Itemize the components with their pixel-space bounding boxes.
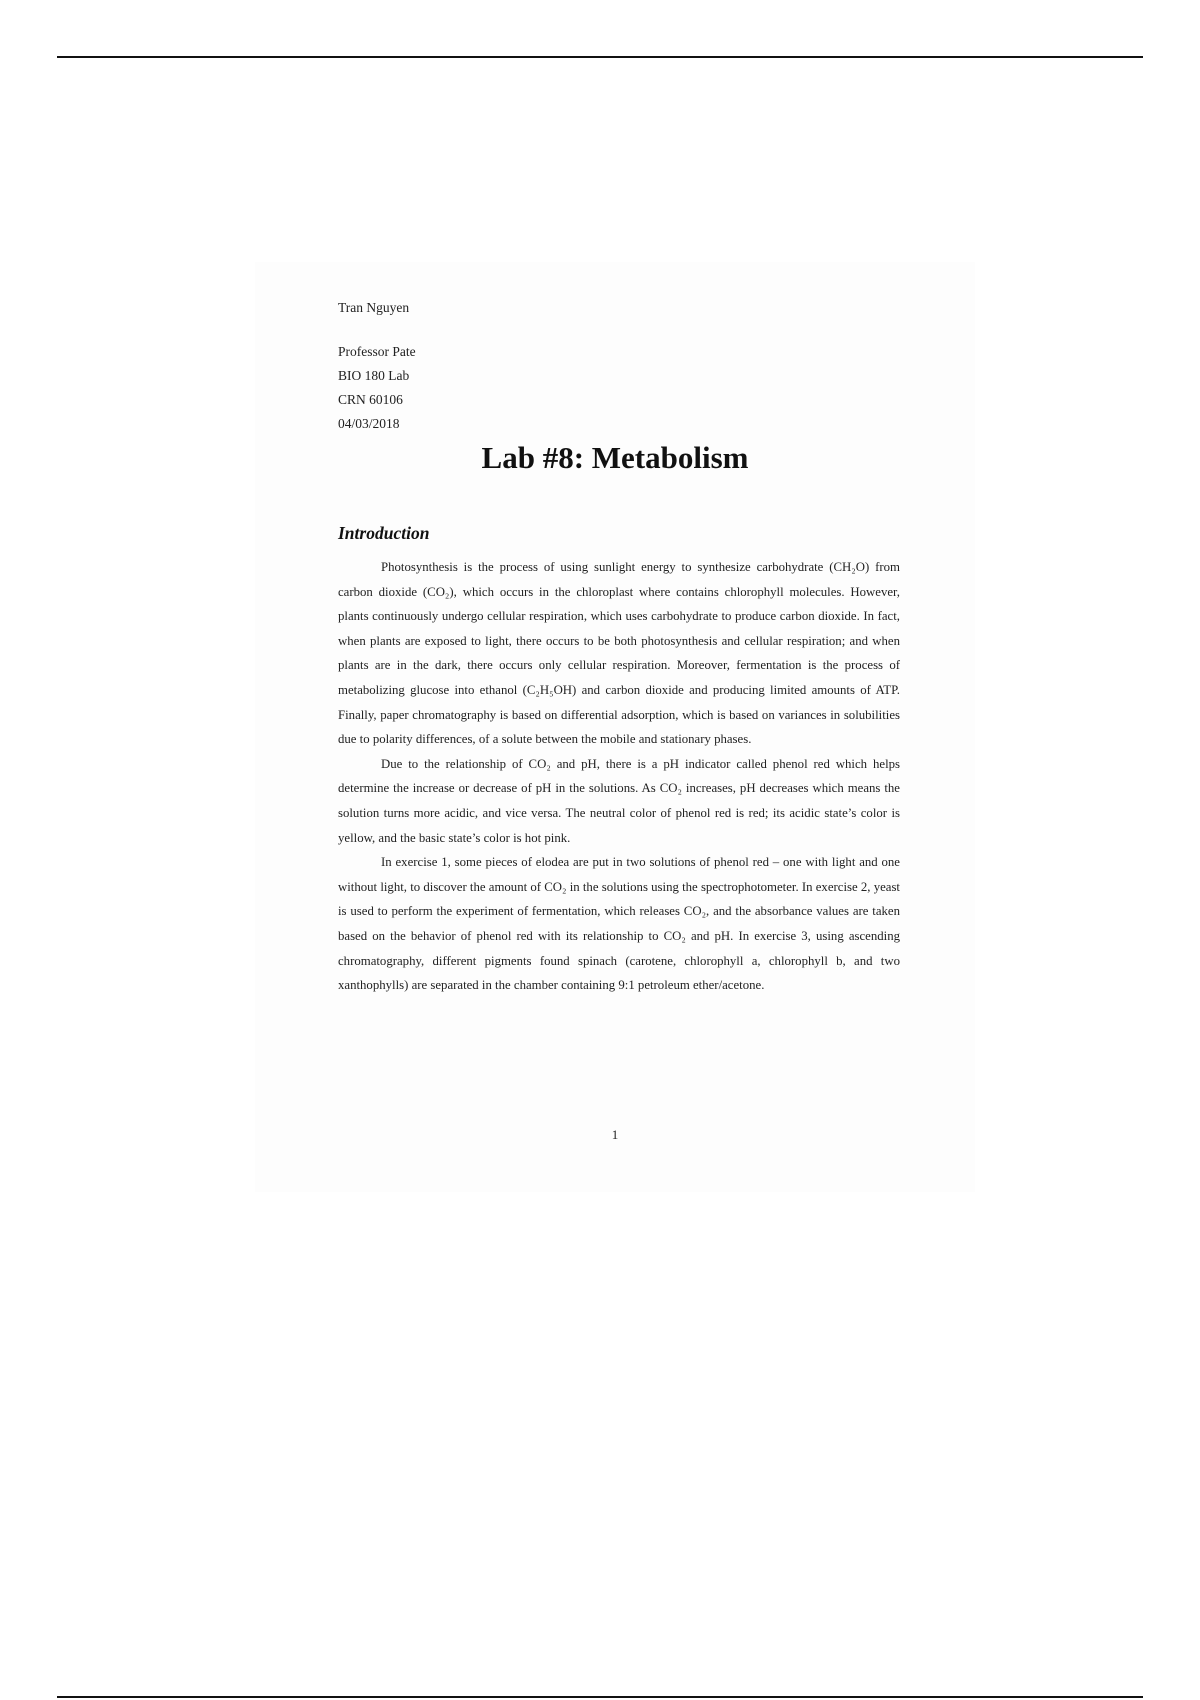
- date: 04/03/2018: [338, 416, 400, 431]
- paragraph: Photosynthesis is the process of using sunlight energy to synthesize carbohydrate (CH₂O) from carbon dioxide (CO₂), which occurs in the chloroplast where contains chlorophyll molecules. However, plants continuously undergo cellular respiration, which uses carbohydrate to produce carbon dioxide. In fact, when plants are exposed to light, there occurs to be both photosynthesis and cellular respiration; and when plants are in the dark, there occurs only cellular respiration. Moreover, fermentation is the process of metabolizing glucose into ethanol (C₂H₅OH) and carbon dioxide and producing limited amounts of ATP. Finally, paper chromatography is based on differential adsorption, which is based on variances in solubilities due to polarity differences, of a solute between the mobile and stationary phases.: [338, 560, 900, 747]
- header-block: [338, 296, 416, 436]
- introduction-body: [338, 555, 900, 998]
- page-number: 1: [611, 1127, 619, 1142]
- course-name: BIO 180 Lab: [338, 368, 410, 383]
- paragraph: In exercise 1, some pieces of elodea are put in two solutions of phenol red – one with light and one without light, to discover the amount of CO₂ in the solutions using the spectrophotometer. In exercise 2, yeast is used to perform the experiment of fermentation, which releases CO₂, and the absorbance values are taken based on the behavior of phenol red with its relationship to CO₂ and pH. In exercise 3, using ascending chromatography, different pigments found spinach (carotene, chlorophyll a, chlorophyll b, and two xanthophylls) are separated in the chamber containing 9:1 petroleum ether/acetone.: [338, 855, 900, 993]
- crn-number: CRN 60106: [338, 392, 403, 407]
- top-divider: [57, 56, 1143, 58]
- section-heading-introduction: Introduction: [338, 523, 430, 543]
- document-title: Lab #8: Metabolism: [481, 440, 749, 475]
- author-name: Tran Nguyen: [338, 300, 410, 315]
- professor-name: Professor Pate: [338, 344, 416, 359]
- bottom-divider: [57, 1696, 1143, 1698]
- paragraph: Due to the relationship of CO₂ and pH, there is a pH indicator called phenol red which helps determine the increase or decrease of pH in the solutions. As CO₂ increases, pH decreases which means the solution turns more acidic, and vice versa. The neutral color of phenol red is red; its acidic state’s color is yellow, and the basic state’s color is hot pink.: [338, 756, 900, 845]
